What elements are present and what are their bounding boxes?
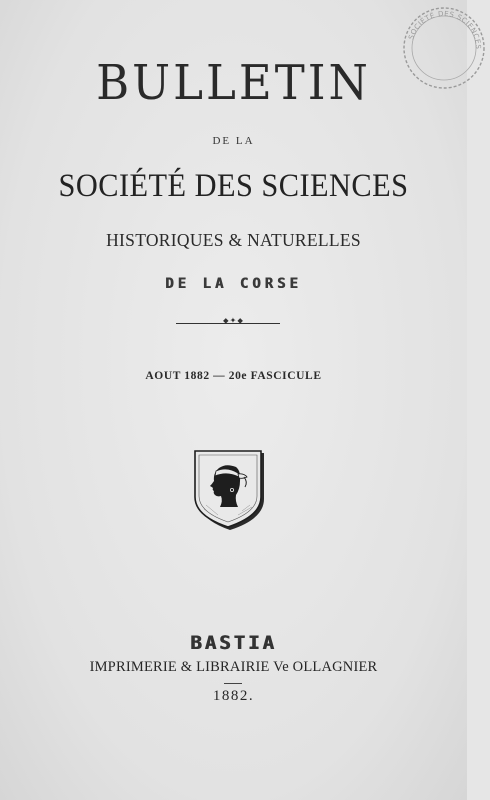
moor-head-coat-of-arms-icon [192, 449, 268, 533]
bulletin-title: BULLETIN [96, 54, 371, 111]
society-subtitle: HISTORIQUES & NATURELLES [106, 230, 361, 250]
city-name: BASTIA [190, 632, 277, 654]
region-label: DE LA CORSE [165, 276, 302, 292]
rule-ornament: ⬥✦⬥ [223, 316, 244, 325]
issue-label: AOUT 1882 — 20e FASCICULE [145, 370, 322, 382]
svg-text:SOCIÉTÉ DES SCIENCES [407, 10, 482, 50]
stamp-text: SOCIÉTÉ DES SCIENCES [407, 9, 483, 50]
printer-name: IMPRIMERIE & LIBRAIRIE Ve OLLAGNIER [89, 659, 378, 675]
society-name: SOCIÉTÉ DES SCIENCES [58, 168, 409, 204]
publication-year: 1882. [212, 688, 255, 704]
de-la-label: DE LA [212, 135, 255, 147]
imprint-divider [224, 683, 242, 684]
